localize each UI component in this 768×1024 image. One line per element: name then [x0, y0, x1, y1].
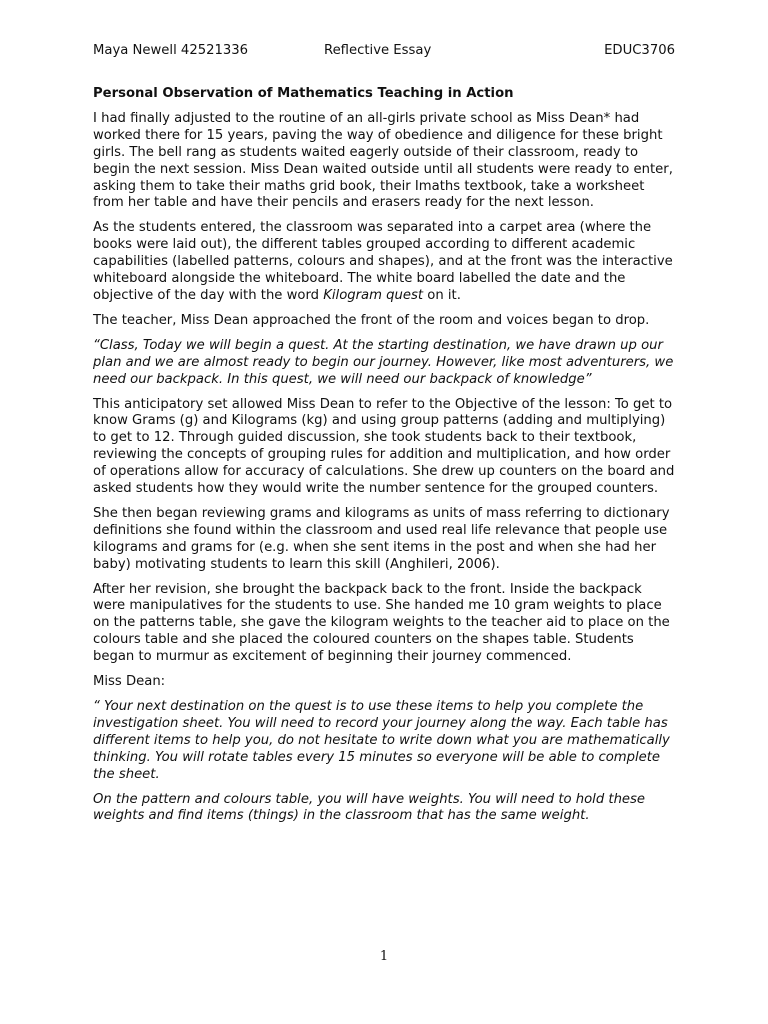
paragraph-intro: I had finally adjusted to the routine of an all-girls private school as Miss Dean* had worked there for 15 years, paving the way of obedience and diligence for these bright girls. The bell rang as students waited eagerly outside of their classroom, ready to begin the next session. Miss Dean waited outside until all students were ready to enter, asking them to take their maths grid book, their Imaths textbook, take a worksheet from her table and have their pencils and erasers ready for the next lesson. [93, 110, 673, 211]
paragraph-teacher-approach: The teacher, Miss Dean approached the front of the room and voices began to drop. [93, 312, 650, 328]
page-number: 1 [379, 949, 389, 964]
paragraph-classroom-layout-end: on it. [423, 287, 461, 303]
quote-weights-instruction: On the pattern and colours table, you will have weights. You will need to hold these weights and find items (things) in the classroom that has the same weight. [93, 791, 646, 824]
speaker-label: Miss Dean: [93, 674, 166, 690]
kilogram-quest-emphasis: Kilogram quest [323, 287, 424, 303]
paragraph-backpack: After her revision, she brought the backpack back to the front. Inside the backpack were manipulatives for the students to use. She handed me 10 gram weights to place on the patterns table, she gave the kilogram weights to the teacher aid to place on the colours table and she placed the coloured counters on the shapes table. Students began to murmur as excitement of beginning their journey commenced. [93, 581, 670, 665]
paragraph-classroom-layout-text: As the students entered, the classroom was separated into a carpet area (where the books were laid out), the different tables grouped according to different academic capabilities (labelled patterns, colours and shapes), and at the front was the interactive whiteboard alongside the whiteboard. The white board labelled the date and the objective of the day with the word [93, 220, 673, 303]
paragraph-grams-review: She then began reviewing grams and kilograms as units of mass referring to dictionary definitions she found within the classroom and used real life relevance that people use kilograms and grams for (e.g. when she sent items in the post and when she had her baby) motivating students to learn this skill (Anghileri, 2006). [93, 505, 670, 572]
quote-next-destination: “ Your next destination on the quest is to use these items to help you complete the investigation sheet. You will need to record your journey along the way. Each table has different items to help you, do not hesitate to write down what you are mathematically thinking. You will rotate tables every 15 minutes so everyone will be able to complete the sheet. [93, 699, 670, 782]
page-header [93, 43, 675, 61]
quote-quest-intro: “Class, Today we will begin a quest. At the starting destination, we have drawn up our plan and we are almost ready to begin our journey. However, like most adventurers, we need our backpack. In this quest, we will need our backpack of knowledge” [93, 337, 674, 387]
essay-body [93, 86, 675, 833]
paragraph-anticipatory-set: This anticipatory set allowed Miss Dean to refer to the Objective of the lesson: To get to know Grams (g) and Kilograms (kg) and using group patterns (adding and multiplying) to get to 12. Through guided discussion, she took students back to their textbook, reviewing the concepts of grouping rules for addition and multiplication, and how order of operations allow for accuracy of calculations. She drew up counters on the board and asked students how they would write the number sentence for the grouped counters. [93, 396, 675, 497]
header-document-type: Reflective Essay [324, 43, 432, 58]
header-course-code: EDUC3706 [604, 43, 675, 58]
essay-title: Personal Observation of Mathematics Teaching in Action [93, 86, 514, 101]
paragraph-classroom-layout [93, 220, 675, 305]
header-author: Maya Newell 42521336 [93, 43, 249, 58]
